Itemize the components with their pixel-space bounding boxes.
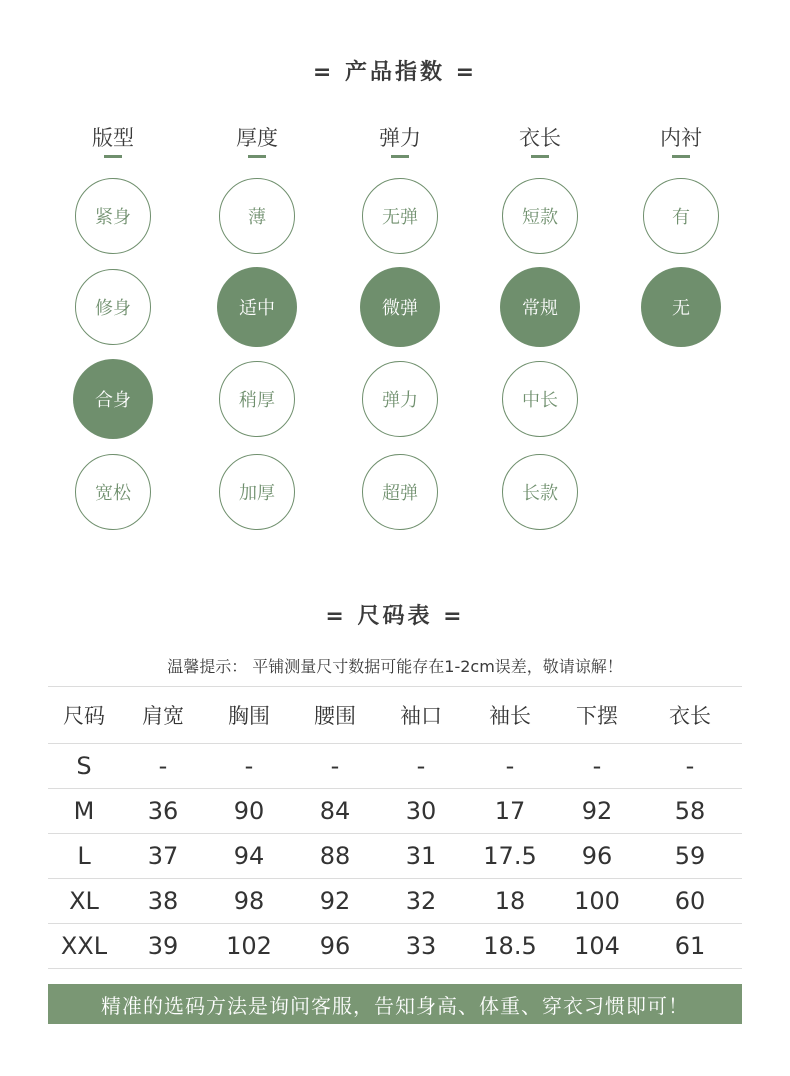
size-value-cell: 18 <box>464 879 556 924</box>
index-column-underline <box>248 155 266 158</box>
size-value-cell: 98 <box>206 879 292 924</box>
size-value-cell: 100 <box>556 879 638 924</box>
size-label-cell: XXL <box>48 924 120 969</box>
size-chart-table <box>48 686 742 969</box>
size-label-cell: L <box>48 834 120 879</box>
index-column-underline <box>672 155 690 158</box>
size-value-cell: 102 <box>206 924 292 969</box>
size-value-cell: 33 <box>378 924 464 969</box>
index-option: 短款 <box>502 178 578 254</box>
size-value-cell: - <box>638 744 742 789</box>
size-table-header: 衣长 <box>638 687 742 744</box>
size-value-cell: 60 <box>638 879 742 924</box>
size-table-header: 尺码 <box>48 687 120 744</box>
sizing-advice-banner: 精准的选码方法是询问客服，告知身高、体重、穿衣习惯即可！ <box>48 984 742 1024</box>
table-row <box>48 744 742 789</box>
index-column-label: 厚度 <box>236 126 278 150</box>
size-value-cell: 30 <box>378 789 464 834</box>
size-value-cell: 58 <box>638 789 742 834</box>
size-value-cell: 84 <box>292 789 378 834</box>
size-value-cell: 104 <box>556 924 638 969</box>
size-table-header: 肩宽 <box>120 687 206 744</box>
index-column-label: 弹力 <box>379 126 421 150</box>
size-value-cell: 36 <box>120 789 206 834</box>
index-column-label: 衣长 <box>519 126 561 150</box>
index-option-selected: 无 <box>641 267 721 347</box>
size-value-cell: 88 <box>292 834 378 879</box>
size-table-header-row <box>48 687 742 744</box>
size-value-cell: 61 <box>638 924 742 969</box>
size-chart-title: = 尺码表 = <box>325 604 465 629</box>
index-column-underline <box>531 155 549 158</box>
size-table-header: 袖长 <box>464 687 556 744</box>
index-option: 紧身 <box>75 178 151 254</box>
size-value-cell: - <box>120 744 206 789</box>
size-label-cell: M <box>48 789 120 834</box>
size-value-cell: - <box>206 744 292 789</box>
size-value-cell: 96 <box>292 924 378 969</box>
table-row <box>48 924 742 969</box>
size-value-cell: 37 <box>120 834 206 879</box>
size-value-cell: 90 <box>206 789 292 834</box>
index-column-label: 版型 <box>92 126 134 150</box>
size-value-cell: 31 <box>378 834 464 879</box>
index-option: 宽松 <box>75 454 151 530</box>
size-table-header: 下摆 <box>556 687 638 744</box>
index-option: 中长 <box>502 361 578 437</box>
index-option: 长款 <box>502 454 578 530</box>
index-option-selected: 适中 <box>217 267 297 347</box>
index-option: 弹力 <box>362 361 438 437</box>
size-value-cell: - <box>464 744 556 789</box>
size-value-cell: - <box>292 744 378 789</box>
index-option: 无弹 <box>362 178 438 254</box>
size-value-cell: 17.5 <box>464 834 556 879</box>
index-option: 薄 <box>219 178 295 254</box>
size-value-cell: 32 <box>378 879 464 924</box>
size-table-header: 腰围 <box>292 687 378 744</box>
size-value-cell: 18.5 <box>464 924 556 969</box>
index-option-selected: 合身 <box>73 359 153 439</box>
size-value-cell: - <box>378 744 464 789</box>
index-option: 修身 <box>75 269 151 345</box>
table-row <box>48 834 742 879</box>
index-option: 有 <box>643 178 719 254</box>
table-row <box>48 879 742 924</box>
index-option: 稍厚 <box>219 361 295 437</box>
size-chart-tip: 温馨提示： 平铺测量尺寸数据可能存在1-2cm误差，敬请谅解！ <box>167 657 623 676</box>
product-index-title: = 产品指数 = <box>312 60 478 85</box>
index-option: 超弹 <box>362 454 438 530</box>
index-option: 加厚 <box>219 454 295 530</box>
size-label-cell: S <box>48 744 120 789</box>
index-option-selected: 常规 <box>500 267 580 347</box>
size-table-header: 胸围 <box>206 687 292 744</box>
size-value-cell: 38 <box>120 879 206 924</box>
size-value-cell: - <box>556 744 638 789</box>
size-table-header: 袖口 <box>378 687 464 744</box>
size-value-cell: 94 <box>206 834 292 879</box>
size-value-cell: 92 <box>556 789 638 834</box>
table-row <box>48 789 742 834</box>
size-value-cell: 96 <box>556 834 638 879</box>
size-value-cell: 59 <box>638 834 742 879</box>
size-value-cell: 92 <box>292 879 378 924</box>
index-column-underline <box>104 155 122 158</box>
index-option-selected: 微弹 <box>360 267 440 347</box>
size-label-cell: XL <box>48 879 120 924</box>
size-value-cell: 39 <box>120 924 206 969</box>
index-column-label: 内衬 <box>660 126 702 150</box>
index-column-underline <box>391 155 409 158</box>
size-value-cell: 17 <box>464 789 556 834</box>
